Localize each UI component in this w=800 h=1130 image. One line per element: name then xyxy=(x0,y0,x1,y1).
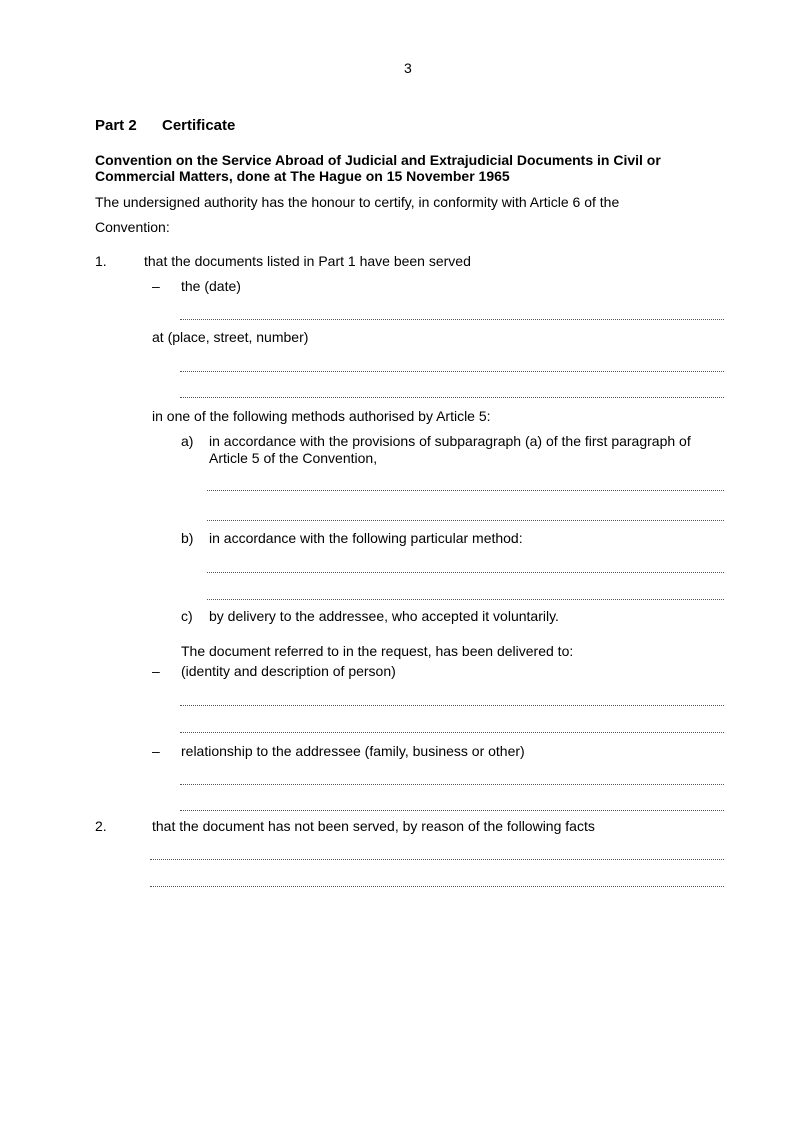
method-b-fill-line-1[interactable] xyxy=(207,572,724,573)
convention-title-line2: Commercial Matters, done at The Hague on 15 November 1965 xyxy=(95,168,510,184)
method-b-text: in accordance with the following particular method: xyxy=(209,530,523,546)
page-number: 3 xyxy=(404,60,412,76)
date-dash: – xyxy=(152,278,160,294)
method-c-marker: c) xyxy=(181,608,193,624)
method-a-fill-line-2[interactable] xyxy=(207,520,724,521)
date-fill-line[interactable] xyxy=(180,319,724,320)
item2-fill-line-1[interactable] xyxy=(150,859,724,860)
intro-line1: The undersigned authority has the honour to certify, in conformity with Article 6 of the xyxy=(95,194,620,210)
identity-label: (identity and description of person) xyxy=(181,663,396,679)
convention-title-line1: Convention on the Service Abroad of Judicial and Extrajudicial Documents in Civil or xyxy=(95,152,661,168)
method-a-fill-line-1[interactable] xyxy=(207,490,724,491)
item2-number: 2. xyxy=(95,818,107,834)
relationship-fill-line-2[interactable] xyxy=(180,810,724,811)
relationship-fill-line-1[interactable] xyxy=(180,784,724,785)
place-label: at (place, street, number) xyxy=(152,329,309,345)
method-b-fill-line-2[interactable] xyxy=(207,599,724,600)
date-label: the (date) xyxy=(181,278,241,294)
method-c-text: by delivery to the addressee, who accepted it voluntarily. xyxy=(209,608,559,624)
item1-number: 1. xyxy=(95,253,107,269)
place-fill-line-2[interactable] xyxy=(180,397,724,398)
item1-text: that the documents listed in Part 1 have been served xyxy=(144,253,471,269)
identity-dash: – xyxy=(152,663,160,679)
method-a-line2: Article 5 of the Convention, xyxy=(209,450,378,466)
identity-fill-line-1[interactable] xyxy=(180,705,724,706)
methods-label: in one of the following methods authorised by Article 5: xyxy=(152,408,491,424)
delivered-text: The document referred to in the request, has been delivered to: xyxy=(181,643,574,659)
method-a-marker: a) xyxy=(181,433,194,449)
section-title: Certificate xyxy=(162,117,236,134)
intro-line2: Convention: xyxy=(95,219,170,235)
relationship-dash: – xyxy=(152,743,160,759)
identity-fill-line-2[interactable] xyxy=(180,732,724,733)
place-fill-line-1[interactable] xyxy=(180,371,724,372)
item2-text: that the document has not been served, by reason of the following facts xyxy=(152,818,595,834)
method-a-line1: in accordance with the provisions of subparagraph (a) of the first paragraph of xyxy=(209,433,691,449)
relationship-label: relationship to the addressee (family, business or other) xyxy=(181,743,525,759)
item2-fill-line-2[interactable] xyxy=(150,886,724,887)
method-b-marker: b) xyxy=(181,530,194,546)
part-label: Part 2 xyxy=(95,117,137,134)
